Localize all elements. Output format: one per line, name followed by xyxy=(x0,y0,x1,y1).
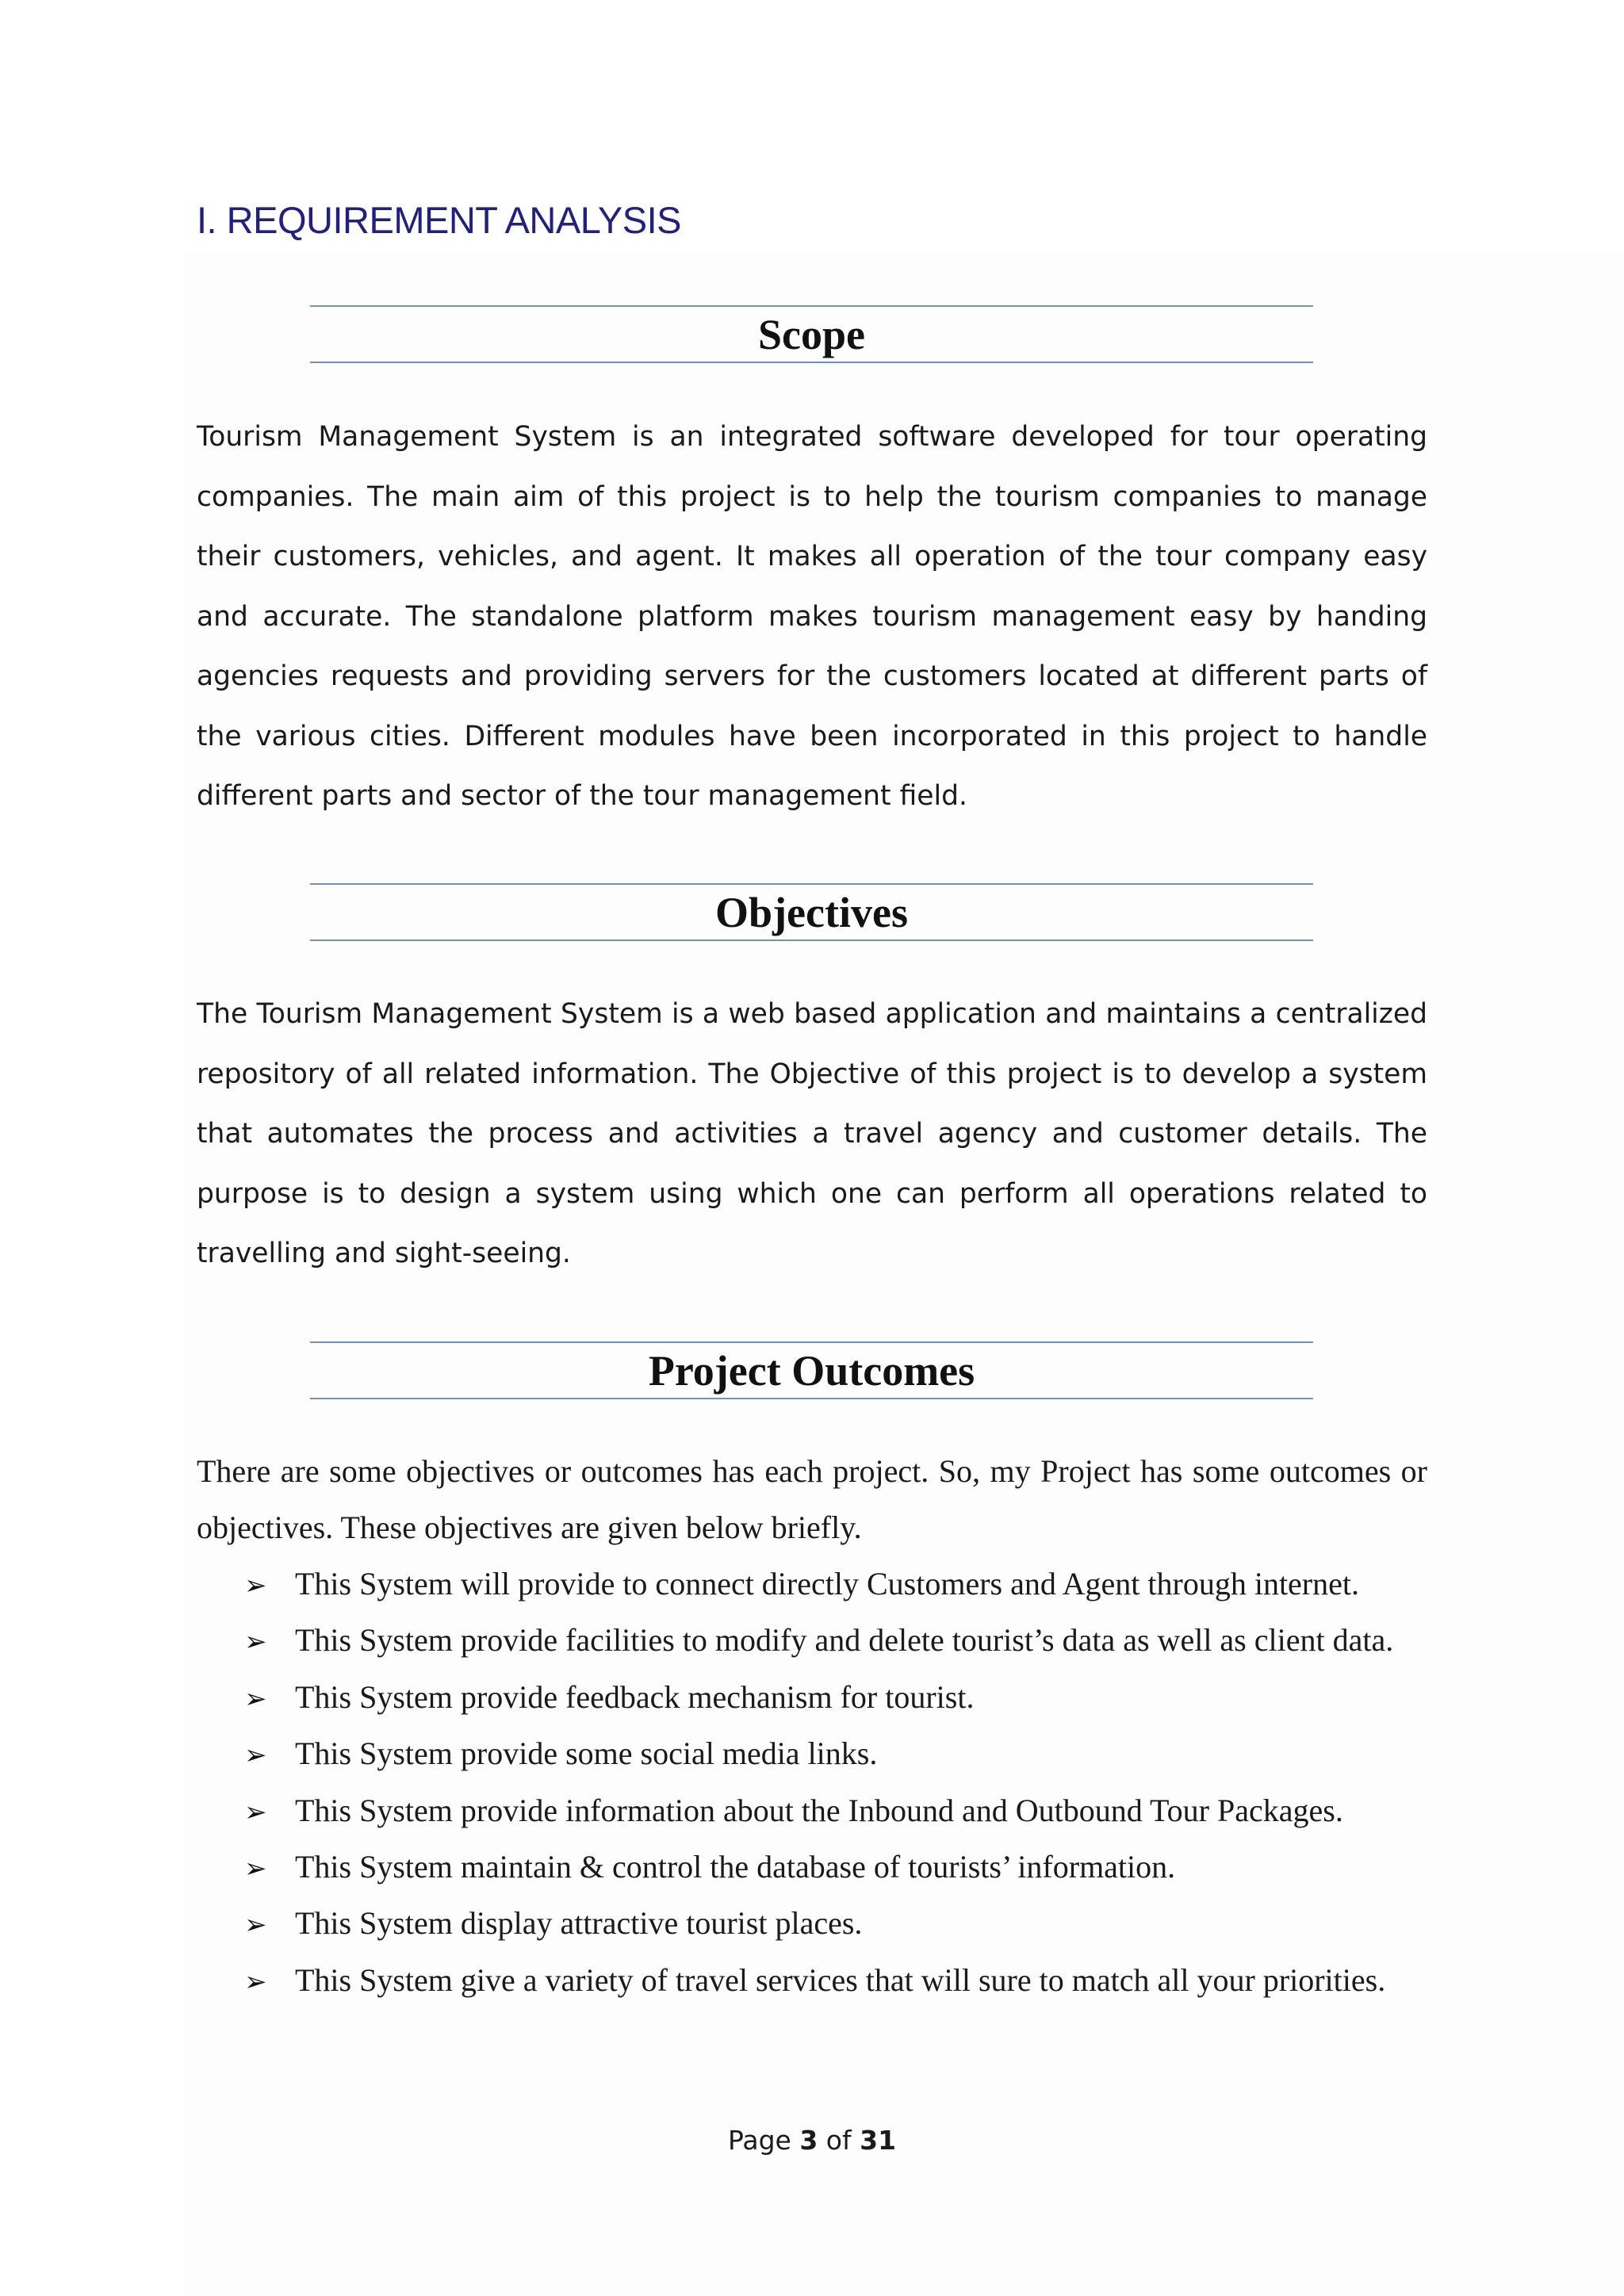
list-item xyxy=(244,1556,1434,1612)
list-item xyxy=(244,1839,1434,1895)
arrow-bullet-icon: ➢ xyxy=(244,1852,267,1885)
page-label: Page xyxy=(727,2125,791,2156)
page-of: of xyxy=(825,2125,852,2156)
list-item-text: This System provide information about the Inbound and Outbound Tour Packages. xyxy=(295,1792,1343,1828)
outcomes-heading: Project Outcomes xyxy=(648,1346,975,1395)
list-item xyxy=(244,1952,1434,2008)
arrow-bullet-icon: ➢ xyxy=(244,1965,267,1998)
list-item-text: This System maintain & control the database of tourists’ information. xyxy=(295,1848,1176,1885)
outcomes-heading-box xyxy=(310,1341,1313,1399)
scope-heading-box xyxy=(310,305,1313,363)
arrow-bullet-icon: ➢ xyxy=(244,1909,267,1942)
list-item-text: This System provide some social media links. xyxy=(295,1735,878,1772)
page-total: 31 xyxy=(860,2125,897,2156)
arrow-bullet-icon: ➢ xyxy=(244,1682,267,1715)
scope-heading: Scope xyxy=(758,310,865,358)
page-footer xyxy=(0,2125,1624,2156)
objectives-heading: Objectives xyxy=(715,888,908,936)
list-item-text: This System display attractive tourist places. xyxy=(295,1905,863,1942)
section-title: I. REQUIREMENT ANALYSIS xyxy=(197,199,681,241)
list-item-text: This System provide facilities to modify and delete tourist’s data as well as client data. xyxy=(295,1622,1394,1659)
objectives-heading-box xyxy=(310,883,1313,941)
arrow-bullet-icon: ➢ xyxy=(244,1626,267,1659)
arrow-bullet-icon: ➢ xyxy=(244,1739,267,1772)
arrow-bullet-icon: ➢ xyxy=(244,1570,267,1601)
list-item xyxy=(244,1612,1434,1668)
page-current: 3 xyxy=(799,2125,818,2156)
arrow-bullet-icon: ➢ xyxy=(244,1796,267,1828)
objectives-paragraph: The Tourism Management System is a web based application and maintains a centralized repository of all related information. The Objective of this project is to develop a system that automates the process and activities a travel agency and customer details. The purpose is to design a system using which one can perform all operations related to travelling and sight-seeing. xyxy=(197,998,1427,1269)
outcomes-list xyxy=(244,1556,1434,2008)
list-item xyxy=(244,1725,1434,1781)
list-item xyxy=(244,1895,1434,1951)
list-item xyxy=(244,1669,1434,1725)
list-item xyxy=(244,1782,1434,1839)
outcomes-intro: There are some objectives or outcomes has each project. So, my Project has some outcomes or objectives. These objectives are given below briefly. xyxy=(197,1453,1427,1545)
list-item-text: This System provide feedback mechanism for tourist. xyxy=(295,1678,975,1715)
list-item-text: This System give a variety of travel services that will sure to match all your priorities. xyxy=(295,1961,1386,1998)
list-item-text: This System will provide to connect directly Customers and Agent through internet. xyxy=(295,1566,1359,1601)
scope-paragraph: Tourism Management System is an integrated software developed for tour operating companies. The main aim of this project is to help the tourism companies to manage their customers, vehicles, and agent. It makes all operation of the tour company easy and accurate. The standalone platform makes tourism management easy by handing agencies requests and providing servers for the customers located at different parts of the various cities. Different modules have been incorporated in this project to handle different parts and sector of the tour management field. xyxy=(197,421,1427,812)
